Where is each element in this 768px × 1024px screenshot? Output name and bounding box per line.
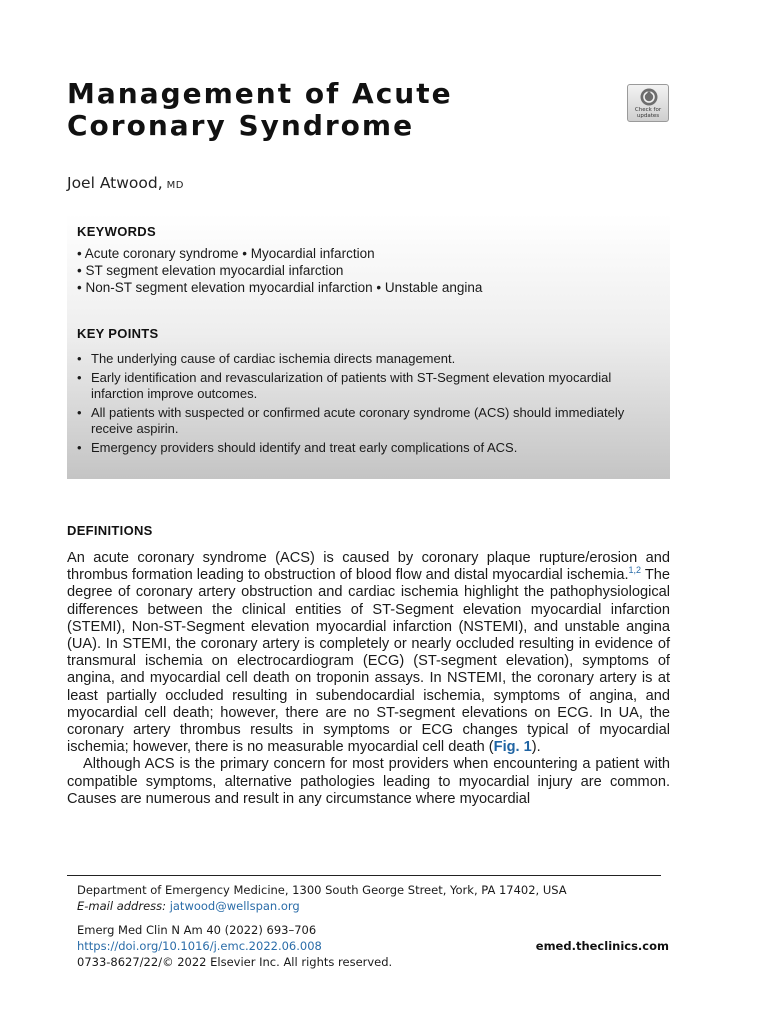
keywords-heading: KEYWORDS <box>77 224 156 239</box>
key-point-item: • All patients with suspected or confirmed acute coronary syndrome (ACS) should immediately receive aspirin. <box>77 405 657 438</box>
paragraph-1-text: An acute coronary syndrome (ACS) is caused by coronary plaque rupture/erosion and thrombus formation leading to obstruction of blood flow and distal myocardial ischemia. <box>67 550 670 584</box>
figure-1-link[interactable]: Fig. 1 <box>493 739 532 756</box>
title-line-2: Coronary Syndrome <box>67 109 415 142</box>
doi-text[interactable]: https://doi.org/10.1016/j.emc.2022.06.008 <box>77 939 322 953</box>
paragraph-1 <box>67 550 670 756</box>
copyright: 0733-8627/22/© 2022 Elsevier Inc. All rights reserved. <box>77 955 393 969</box>
update-check-icon <box>639 87 659 107</box>
key-points-list <box>77 351 657 458</box>
paragraph-2: Although ACS is the primary concern for most providers when encountering a patient with compatible symptoms, alternative pathologies leading to myocardial injury are common. Causes are numerous and result in any circumstance where myocardial <box>67 756 670 807</box>
badge-label: Check for updates <box>634 107 662 119</box>
email-line <box>77 899 300 913</box>
check-for-updates-badge[interactable] <box>627 84 669 122</box>
keywords-keypoints-box <box>67 214 670 479</box>
key-points-heading: KEY POINTS <box>77 326 159 341</box>
doi-link[interactable] <box>77 939 322 953</box>
journal-citation: Emerg Med Clin N Am 40 (2022) 693–706 <box>77 923 317 937</box>
article-title <box>67 78 453 142</box>
email-label: E-mail address: <box>77 899 167 913</box>
keyword-line: • ST segment elevation myocardial infarction <box>77 263 344 278</box>
citation-ref-link[interactable]: 1,2 <box>628 565 642 576</box>
key-point-item: • The underlying cause of cardiac ischemia directs management. <box>77 351 657 368</box>
definitions-heading: DEFINITIONS <box>67 523 153 538</box>
author-line <box>67 174 184 192</box>
body-text <box>67 550 670 808</box>
paragraph-1-end: ). <box>531 739 541 756</box>
author-name: Joel Atwood, <box>67 174 163 192</box>
footer-divider <box>67 875 661 876</box>
title-line-1: Management of Acute <box>67 77 453 110</box>
key-point-item: • Early identification and revascularization of patients with ST-Segment elevation myocardial infarction improve outcomes. <box>77 370 657 403</box>
paragraph-1-text-cont: The degree of coronary artery obstruction and cardiac ischemia highlight the pathophysiological differences between the clinical entities of ST-Segment elevation myocardial infarction (STEMI), Non-ST-Segment elevation myocardial infarction (NSTEMI), and unstable angina (UA). In STEMI, the coronary artery is completely or nearly occluded resulting in evidence of transmural ischemia on electrocardiogram (ECG) (ST-segment elevation), symptoms of angina, and myocardial cell death on troponin assays. In NSTEMI, the coronary artery is at least partially occluded resulting in subendocardial ischemia, symptoms of angina, and myocardial cell death; however, there are no ST-segment elevations on ECG. In UA, the coronary artery thrombus results in symptoms or ECG changes typical of myocardial ischemia; however, there is no measurable myocardial cell death ( <box>67 567 670 756</box>
author-degree: MD <box>166 180 184 191</box>
keyword-line: • Non-ST segment elevation myocardial infarction • Unstable angina <box>77 280 483 295</box>
journal-site: emed.theclinics.com <box>535 939 669 953</box>
email-link[interactable]: jatwood@wellspan.org <box>169 899 300 913</box>
keyword-line: • Acute coronary syndrome • Myocardial infarction <box>77 246 375 261</box>
affiliation: Department of Emergency Medicine, 1300 South George Street, York, PA 17402, USA <box>77 883 567 897</box>
key-point-item: • Emergency providers should identify and treat early complications of ACS. <box>77 440 657 457</box>
